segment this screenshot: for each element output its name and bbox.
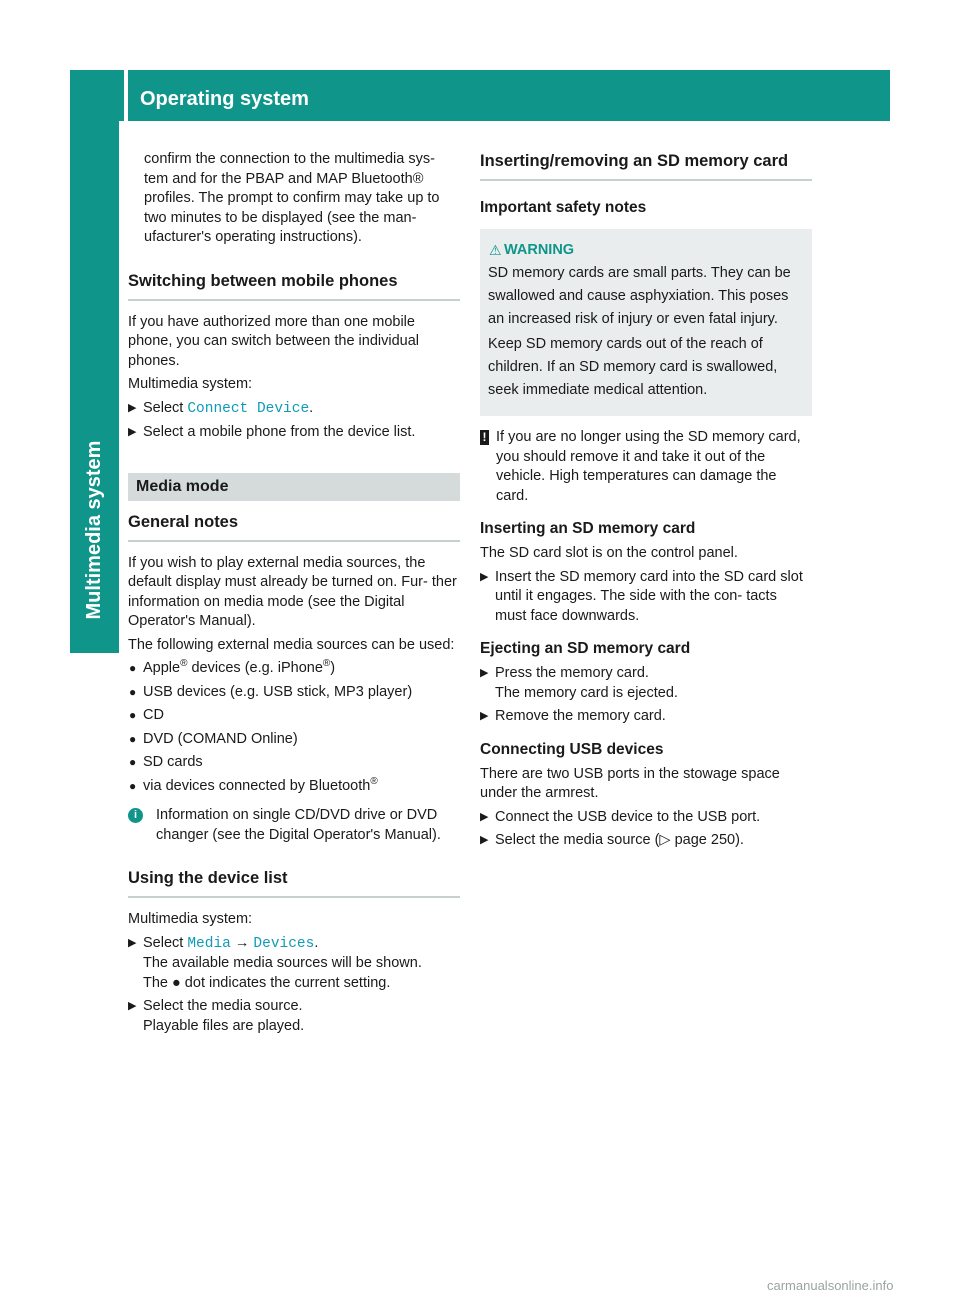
- watermark: carmanualsonline.info: [767, 1278, 894, 1293]
- info-icon: i: [128, 808, 143, 823]
- bullet-icon: ●: [129, 684, 137, 699]
- bullet-icon: ●: [129, 731, 137, 746]
- step-result: dot indicates the current setting.: [180, 974, 391, 991]
- step-arrow-icon: ▶: [128, 401, 137, 414]
- heading-safety-notes: Important safety notes: [480, 199, 647, 216]
- device-list-step-1: [128, 934, 460, 994]
- step-arrow-icon: ▶: [128, 1000, 137, 1012]
- media-mode-box: Media mode: [128, 473, 460, 501]
- step-suffix: .: [309, 399, 314, 416]
- warning-icon: ⚠: [489, 242, 502, 258]
- registered-icon: ®: [180, 658, 188, 670]
- dot-icon: ●: [172, 974, 181, 991]
- list-text: CD: [143, 707, 164, 723]
- step-text: Remove the memory card.: [495, 708, 666, 724]
- step-arrow-icon: ▶: [128, 426, 137, 438]
- heading-inserting: Inserting an SD memory card: [480, 520, 696, 537]
- list-text: Apple: [143, 660, 181, 676]
- connect-device-link[interactable]: Connect Device: [187, 400, 310, 417]
- step-result: Playable files are played.: [143, 1017, 305, 1034]
- ejecting-step-2: [480, 707, 812, 727]
- heading-switching: Switching between mobile phones: [128, 270, 460, 301]
- list-item: [128, 730, 460, 750]
- left-column: [128, 150, 460, 1040]
- page-ref-link[interactable]: page 250).: [670, 832, 744, 848]
- page-ref-icon: ▷: [659, 832, 671, 848]
- info-text: Information on single CD/DVD drive or DVD changer (see the Digital Operator's Manual).: [156, 807, 441, 843]
- heading-ejecting: Ejecting an SD memory card: [480, 640, 691, 657]
- info-note: [128, 806, 460, 845]
- step-result: The available media sources will be shown.: [143, 955, 422, 971]
- bullet-icon: ●: [129, 778, 137, 793]
- caution-note: [480, 428, 812, 506]
- list-text: ): [330, 660, 336, 676]
- warning-para-2: Keep SD memory cards out of the reach of children. If an SD memory card is swallowed, seek immediate medical attention.: [488, 336, 778, 398]
- inserting-body: The SD card slot is on the control panel.: [480, 545, 738, 561]
- media-link[interactable]: Media: [187, 935, 231, 952]
- intro-paragraph: confirm the connection to the multimedia sys- tem and for the PBAP and MAP Bluetooth® profiles. The prompt to confirm may take up to two minutes to be displayed (see the man- ufacturer's operating instructions).: [144, 151, 440, 245]
- heading-usb: Connecting USB devices: [480, 740, 664, 758]
- step-text: Select a mobile phone from the device list.: [143, 424, 416, 440]
- step-text: Connect the USB device to the USB port.: [495, 808, 761, 825]
- general-body: If you wish to play external media sources, the default display must already be turned on. Fur- ther information on media mode (see the Digital Operator's Manual).: [128, 554, 457, 629]
- exclamation-icon: !: [480, 430, 489, 445]
- heading-general-notes: General notes: [128, 511, 460, 542]
- bullet-icon: ●: [129, 661, 137, 675]
- list-text: devices (e.g. iPhone: [187, 660, 323, 676]
- device-list-system-label: Multimedia system:: [128, 911, 253, 927]
- step-suffix: .: [314, 934, 319, 951]
- step-text: Select: [143, 934, 188, 951]
- device-list-step-2: [128, 997, 460, 1036]
- header-divider: [124, 70, 128, 121]
- step-arrow-icon: ▶: [480, 710, 489, 722]
- general-list-intro: The following external media sources can be used:: [128, 636, 455, 653]
- switching-system-label: Multimedia system:: [128, 376, 253, 392]
- bullet-icon: ●: [129, 755, 137, 769]
- step-arrow-icon: ▶: [480, 810, 489, 823]
- warning-title: WARNING: [504, 242, 575, 258]
- step-arrow-icon: ▶: [480, 834, 489, 846]
- heading-device-list: Using the device list: [128, 867, 460, 898]
- list-item: [128, 659, 460, 679]
- ejecting-step-1: [480, 664, 812, 703]
- inserting-step-1: [480, 568, 812, 627]
- list-item: [128, 753, 460, 773]
- usb-step-1: [480, 808, 812, 828]
- list-item: [128, 777, 460, 797]
- registered-icon: ®: [370, 775, 378, 787]
- step-arrow-icon: ▶: [480, 667, 489, 679]
- switching-body: If you have authorized more than one mobile phone, you can switch between the individual phones.: [128, 313, 419, 369]
- step-result: The memory card is ejected.: [495, 684, 678, 701]
- step-arrow-icon: ▶: [480, 570, 489, 583]
- section-title: Operating system: [140, 88, 309, 110]
- list-text: DVD (COMAND Online): [143, 730, 298, 747]
- list-item: [128, 683, 460, 703]
- list-text: USB devices (e.g. USB stick, MP3 player): [143, 683, 413, 700]
- step-text: Select the media source (: [495, 832, 660, 848]
- note-text: If you are no longer using the SD memory card, you should remove it and take it out of the vehicle. High temperatures can damage the card.: [496, 429, 801, 504]
- step-arrow-icon: ▶: [128, 936, 137, 949]
- switching-step-1: [128, 399, 460, 420]
- step-text: Insert the SD memory card into the SD card slot until it engages. The side with the con- tacts must face downwards.: [495, 568, 803, 624]
- heading-sd-card: Inserting/removing an SD memory card: [480, 150, 812, 181]
- menu-arrow: →: [230, 934, 254, 951]
- warning-box: [480, 229, 812, 416]
- usb-step-2: [480, 831, 812, 851]
- side-tab-label: Multimedia system: [83, 440, 105, 620]
- usb-body: There are two USB ports in the stowage space under the armrest.: [480, 765, 780, 801]
- list-text: via devices connected by Bluetooth: [143, 777, 371, 794]
- devices-link[interactable]: Devices: [253, 935, 315, 952]
- registered-icon: ®: [322, 658, 331, 670]
- step-text: Press the memory card.: [495, 665, 649, 681]
- list-item: [128, 706, 460, 726]
- bullet-icon: ●: [129, 708, 137, 722]
- step-result: The: [143, 974, 173, 991]
- switching-step-2: [128, 423, 460, 443]
- step-text: Select the media source.: [143, 998, 303, 1014]
- step-text: Select: [143, 399, 188, 416]
- warning-para-1: SD memory cards are small parts. They can be swallowed and cause asphyxiation. This poses an increased risk of injury or even fatal injury.: [488, 265, 791, 327]
- right-column: [480, 150, 812, 855]
- list-text: SD cards: [143, 754, 203, 770]
- warning-header: [489, 239, 804, 262]
